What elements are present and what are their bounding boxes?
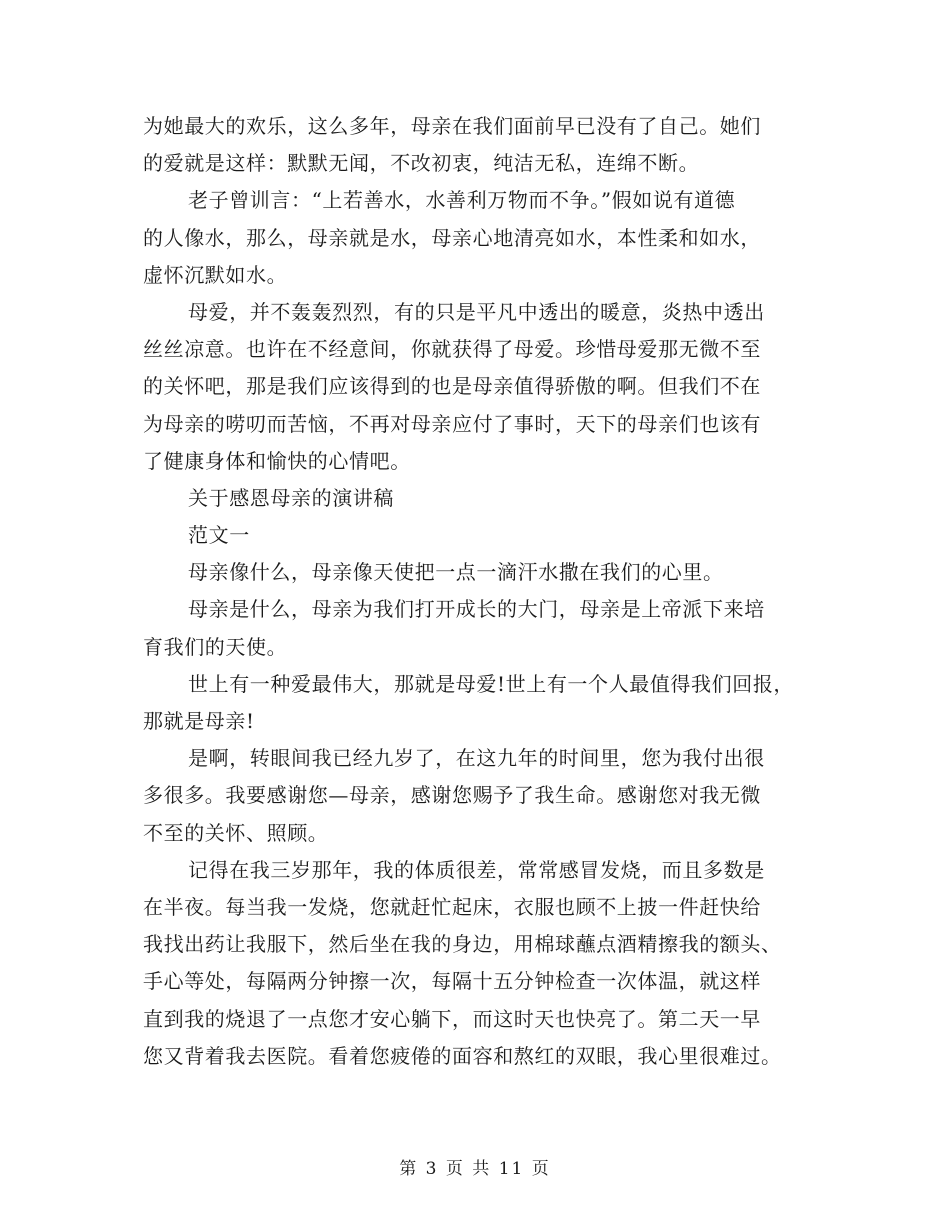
text-line: 了健康身体和愉快的心情吧。 [143, 448, 411, 473]
text-line: 记得在我三岁那年，我的体质很差，常常感冒发烧，而且多数是 [188, 857, 765, 882]
text-line: 母亲是什么，母亲为我们打开成长的大门，母亲是上帝派下来培 [188, 597, 765, 622]
text-line: 母爱，并不轰轰烈烈，有的只是平凡中透出的暖意，炎热中透出 [188, 299, 765, 324]
text-line: 的关怀吧，那是我们应该得到的也是母亲值得骄傲的啊。但我们不在 [143, 374, 761, 399]
text-line: 的爱就是这样：默默无闻，不改初衷，纯洁无私，连绵不断。 [143, 151, 700, 176]
text-line: 老子曾训言：“上若善水，水善利万物而不争。”假如说有道德 [188, 188, 736, 213]
text-line: 那就是母亲! [143, 709, 255, 733]
text-line: 直到我的烧退了一点您才安心躺下，而这时天也快亮了。第二天一早 [143, 1006, 761, 1031]
text-line: 世上有一种爱最伟大，那就是母爱!世上有一个人最值得我们回报， [188, 671, 795, 696]
text-line: 育我们的天使。 [143, 634, 288, 659]
text-line: 丝丝凉意。也许在不经意间，你就获得了母爱。珍惜母爱那无微不至 [143, 337, 761, 362]
document-body [143, 108, 813, 1075]
text-line: 的人像水，那么，母亲就是水，母亲心地清亮如水，本性柔和如水， [143, 225, 761, 250]
text-line: 我找出药让我服下，然后坐在我的身边，用棉球蘸点酒精擦我的额头、 [143, 932, 782, 957]
text-line: 母亲像什么，母亲像天使把一点一滴汗水撒在我们的心里。 [188, 560, 724, 585]
page-number-footer: 第 3 页 共 11 页 [399, 1159, 551, 1179]
text-line: 在半夜。每当我一发烧，您就赶忙起床，衣服也顾不上披一件赶快给 [143, 894, 761, 919]
text-line: 手心等处，每隔两分钟擦一次，每隔十五分钟检查一次体温，就这样 [143, 969, 761, 994]
text-line: 您又背着我去医院。看着您疲倦的面容和熬红的双眼，我心里很难过。 [143, 1043, 782, 1068]
text-line: 为她最大的欢乐，这么多年，母亲在我们面前早已没有了自己。她们 [143, 114, 761, 138]
text-line: 虚怀沉默如水。 [143, 262, 288, 287]
text-line: 不至的关怀、照顾。 [143, 820, 329, 845]
text-line: 为母亲的唠叨而苦恼，不再对母亲应付了事时，天下的母亲们也该有 [143, 411, 761, 436]
section-subheading: 范文一 [188, 523, 250, 548]
text-line: 是啊，转眼间我已经九岁了，在这九年的时间里，您为我付出很 [188, 746, 765, 771]
text-line: 多很多。我要感谢您—母亲，感谢您赐予了我生命。感谢您对我无微 [143, 783, 761, 808]
section-heading: 关于感恩母亲的演讲稿 [188, 485, 394, 510]
